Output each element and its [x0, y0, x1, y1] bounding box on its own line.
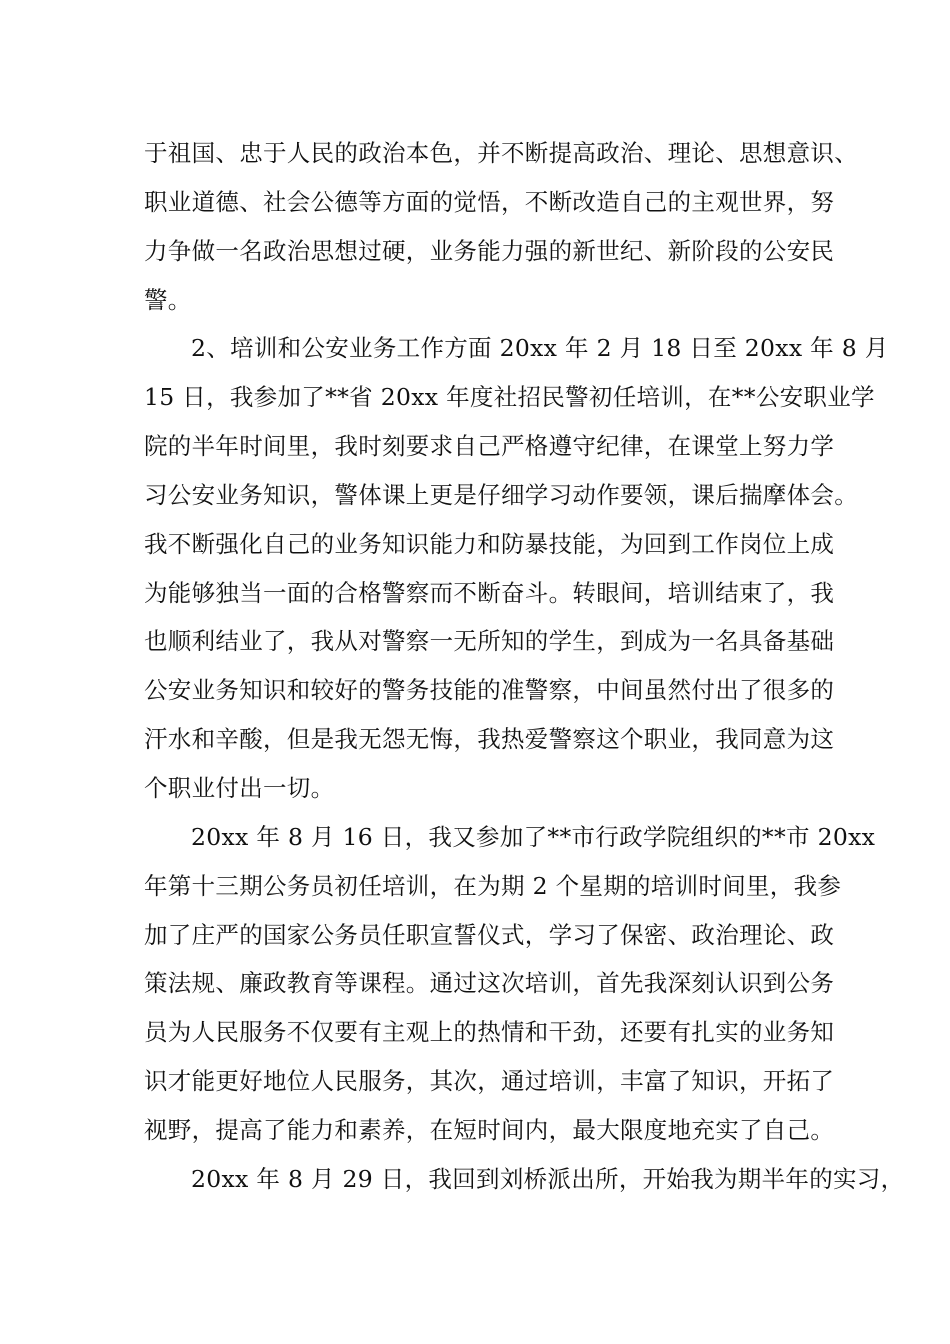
text-line: 视野，提高了能力和素养，在短时间内，最大限度地充实了自己。: [144, 1115, 835, 1144]
text-line: 2、培训和公安业务工作方面 20xx 年 2 月 18 日至 20xx 年 8 月: [191, 334, 889, 363]
text-line: 加了庄严的国家公务员任职宣誓仪式，学习了保密、政治理论、政: [144, 920, 835, 949]
text-line: 于祖国、忠于人民的政治本色，并不断提高政治、理论、思想意识、: [144, 139, 858, 167]
text-line: 员为人民服务不仅要有主观上的热情和干劲，还要有扎实的业务知: [144, 1018, 835, 1047]
body-text: [144, 129, 905, 1204]
text-line: 15 日，我参加了**省 20xx 年度社招民警初任培训，在**公安职业学: [144, 383, 875, 412]
text-line: 个职业付出一切。: [144, 773, 335, 802]
text-line: 汗水和辛酸，但是我无怨无悔，我热爱警察这个职业，我同意为这: [144, 725, 835, 754]
text-line: 识才能更好地位人民服务，其次，通过培训，丰富了知识，开拓了: [144, 1067, 835, 1096]
text-line: 职业道德、社会公德等方面的觉悟，不断改造自己的主观世界，努: [144, 187, 835, 216]
text-line: 为能够独当一面的合格警察而不断奋斗。转眼间，培训结束了，我: [144, 578, 835, 607]
text-line: 策法规、廉政教育等课程。通过这次培训，首先我深刻认识到公务: [144, 969, 835, 998]
text-line: 也顺利结业了，我从对警察一无所知的学生，到成为一名具备基础: [144, 627, 835, 656]
text-line: 警。: [144, 285, 192, 314]
text-line: 力争做一名政治思想过硬，业务能力强的新世纪、新阶段的公安民: [144, 236, 835, 265]
text-line: 年第十三期公务员初任培训，在为期 2 个星期的培训时间里，我参: [144, 871, 842, 900]
text-line: 习公安业务知识，警体课上更是仔细学习动作要领，课后揣摩体会。: [144, 480, 858, 509]
text-line: 20xx 年 8 月 29 日，我回到刘桥派出所，开始我为期半年的实习，: [191, 1164, 905, 1193]
text-line: 我不断强化自己的业务知识能力和防暴技能，为回到工作岗位上成: [144, 529, 835, 558]
text-line: 院的半年时间里，我时刻要求自己严格遵守纪律，在课堂上努力学: [144, 432, 835, 461]
text-line: 公安业务知识和较好的警务技能的准警察，中间虽然付出了很多的: [144, 676, 835, 705]
text-line: 20xx 年 8 月 16 日，我又参加了**市行政学院组织的**市 20xx: [191, 822, 876, 851]
